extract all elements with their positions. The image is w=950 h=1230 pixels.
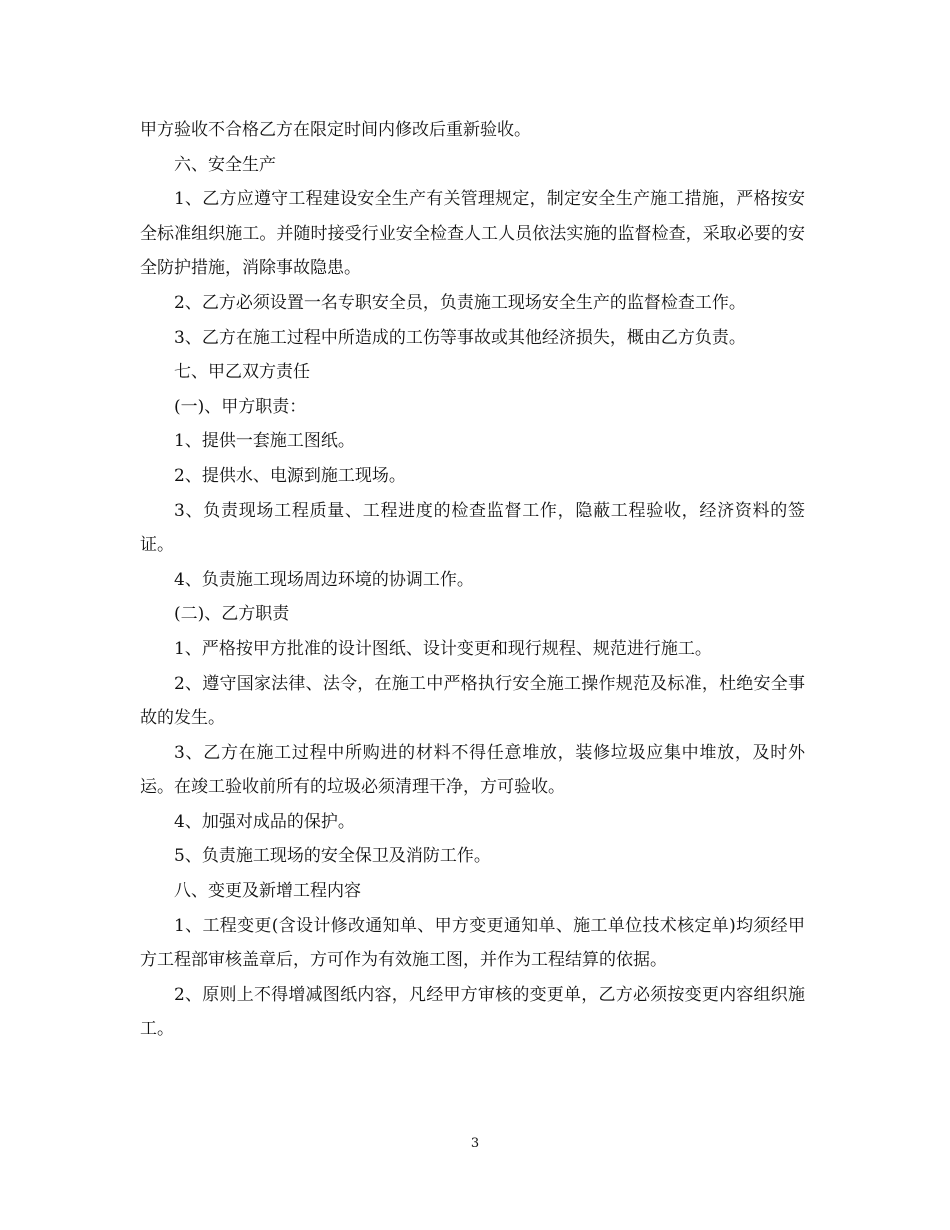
- paragraph: 1、乙方应遵守工程建设安全生产有关管理规定，制定安全生产施工措施，严格按安全标准组织施工。并随时接受行业安全检查人工人员依法实施的监督检查，采取必要的安全防护措施，消除事故隐患。: [140, 189, 805, 279]
- paragraph: 3、负责现场工程质量、工程进度的检查监督工作，隐蔽工程验收，经济资料的签证。: [140, 500, 805, 556]
- paragraph: 2、乙方必须设置一名专职安全员，负责施工现场安全生产的监督检查工作。: [174, 292, 746, 313]
- paragraph: (二)、乙方职责: [174, 604, 290, 625]
- paragraph: 4、负责施工现场周边环境的协调工作。: [174, 569, 474, 590]
- document-body: [140, 113, 805, 1047]
- paragraph: 3、乙方在施工过程中所造成的工伤等事故或其他经济损失，概由乙方负责。: [174, 327, 746, 348]
- paragraph: 2、遵守国家法律、法令，在施工中严格执行安全施工操作规范及标准，杜绝安全事故的发生。: [140, 673, 805, 729]
- paragraph: 六、安全生产: [174, 154, 276, 175]
- paragraph: 2、提供水、电源到施工现场。: [174, 465, 406, 486]
- paragraph: 1、提供一套施工图纸。: [174, 431, 355, 452]
- paragraph: (一)、甲方职责：: [174, 396, 307, 417]
- paragraph: 甲方验收不合格乙方在限定时间内修改后重新验收。: [140, 120, 531, 140]
- paragraph: 3、乙方在施工过程中所购进的材料不得任意堆放，装修垃圾应集中堆放，及时外运。在竣工验收前所有的垃圾必须清理干净，方可验收。: [140, 742, 805, 798]
- paragraph: 1、工程变更(含设计修改通知单、甲方变更通知单、施工单位技术核定单)均须经甲方工程部审核盖章后，方可作为有效施工图，并作为工程结算的依据。: [140, 915, 805, 971]
- paragraph: 1、严格按甲方批准的设计图纸、设计变更和现行规程、规范进行施工。: [174, 638, 712, 659]
- paragraph: 5、负责施工现场的安全保卫及消防工作。: [174, 846, 491, 867]
- page-number: 3: [470, 1136, 480, 1151]
- paragraph: 4、加强对成品的保护。: [174, 811, 355, 832]
- paragraph: 七、甲乙双方责任: [174, 362, 310, 383]
- paragraph: 八、变更及新增工程内容: [174, 881, 361, 902]
- paragraph: 2、原则上不得增减图纸内容，凡经甲方审核的变更单，乙方必须按变更内容组织施工。: [140, 984, 805, 1040]
